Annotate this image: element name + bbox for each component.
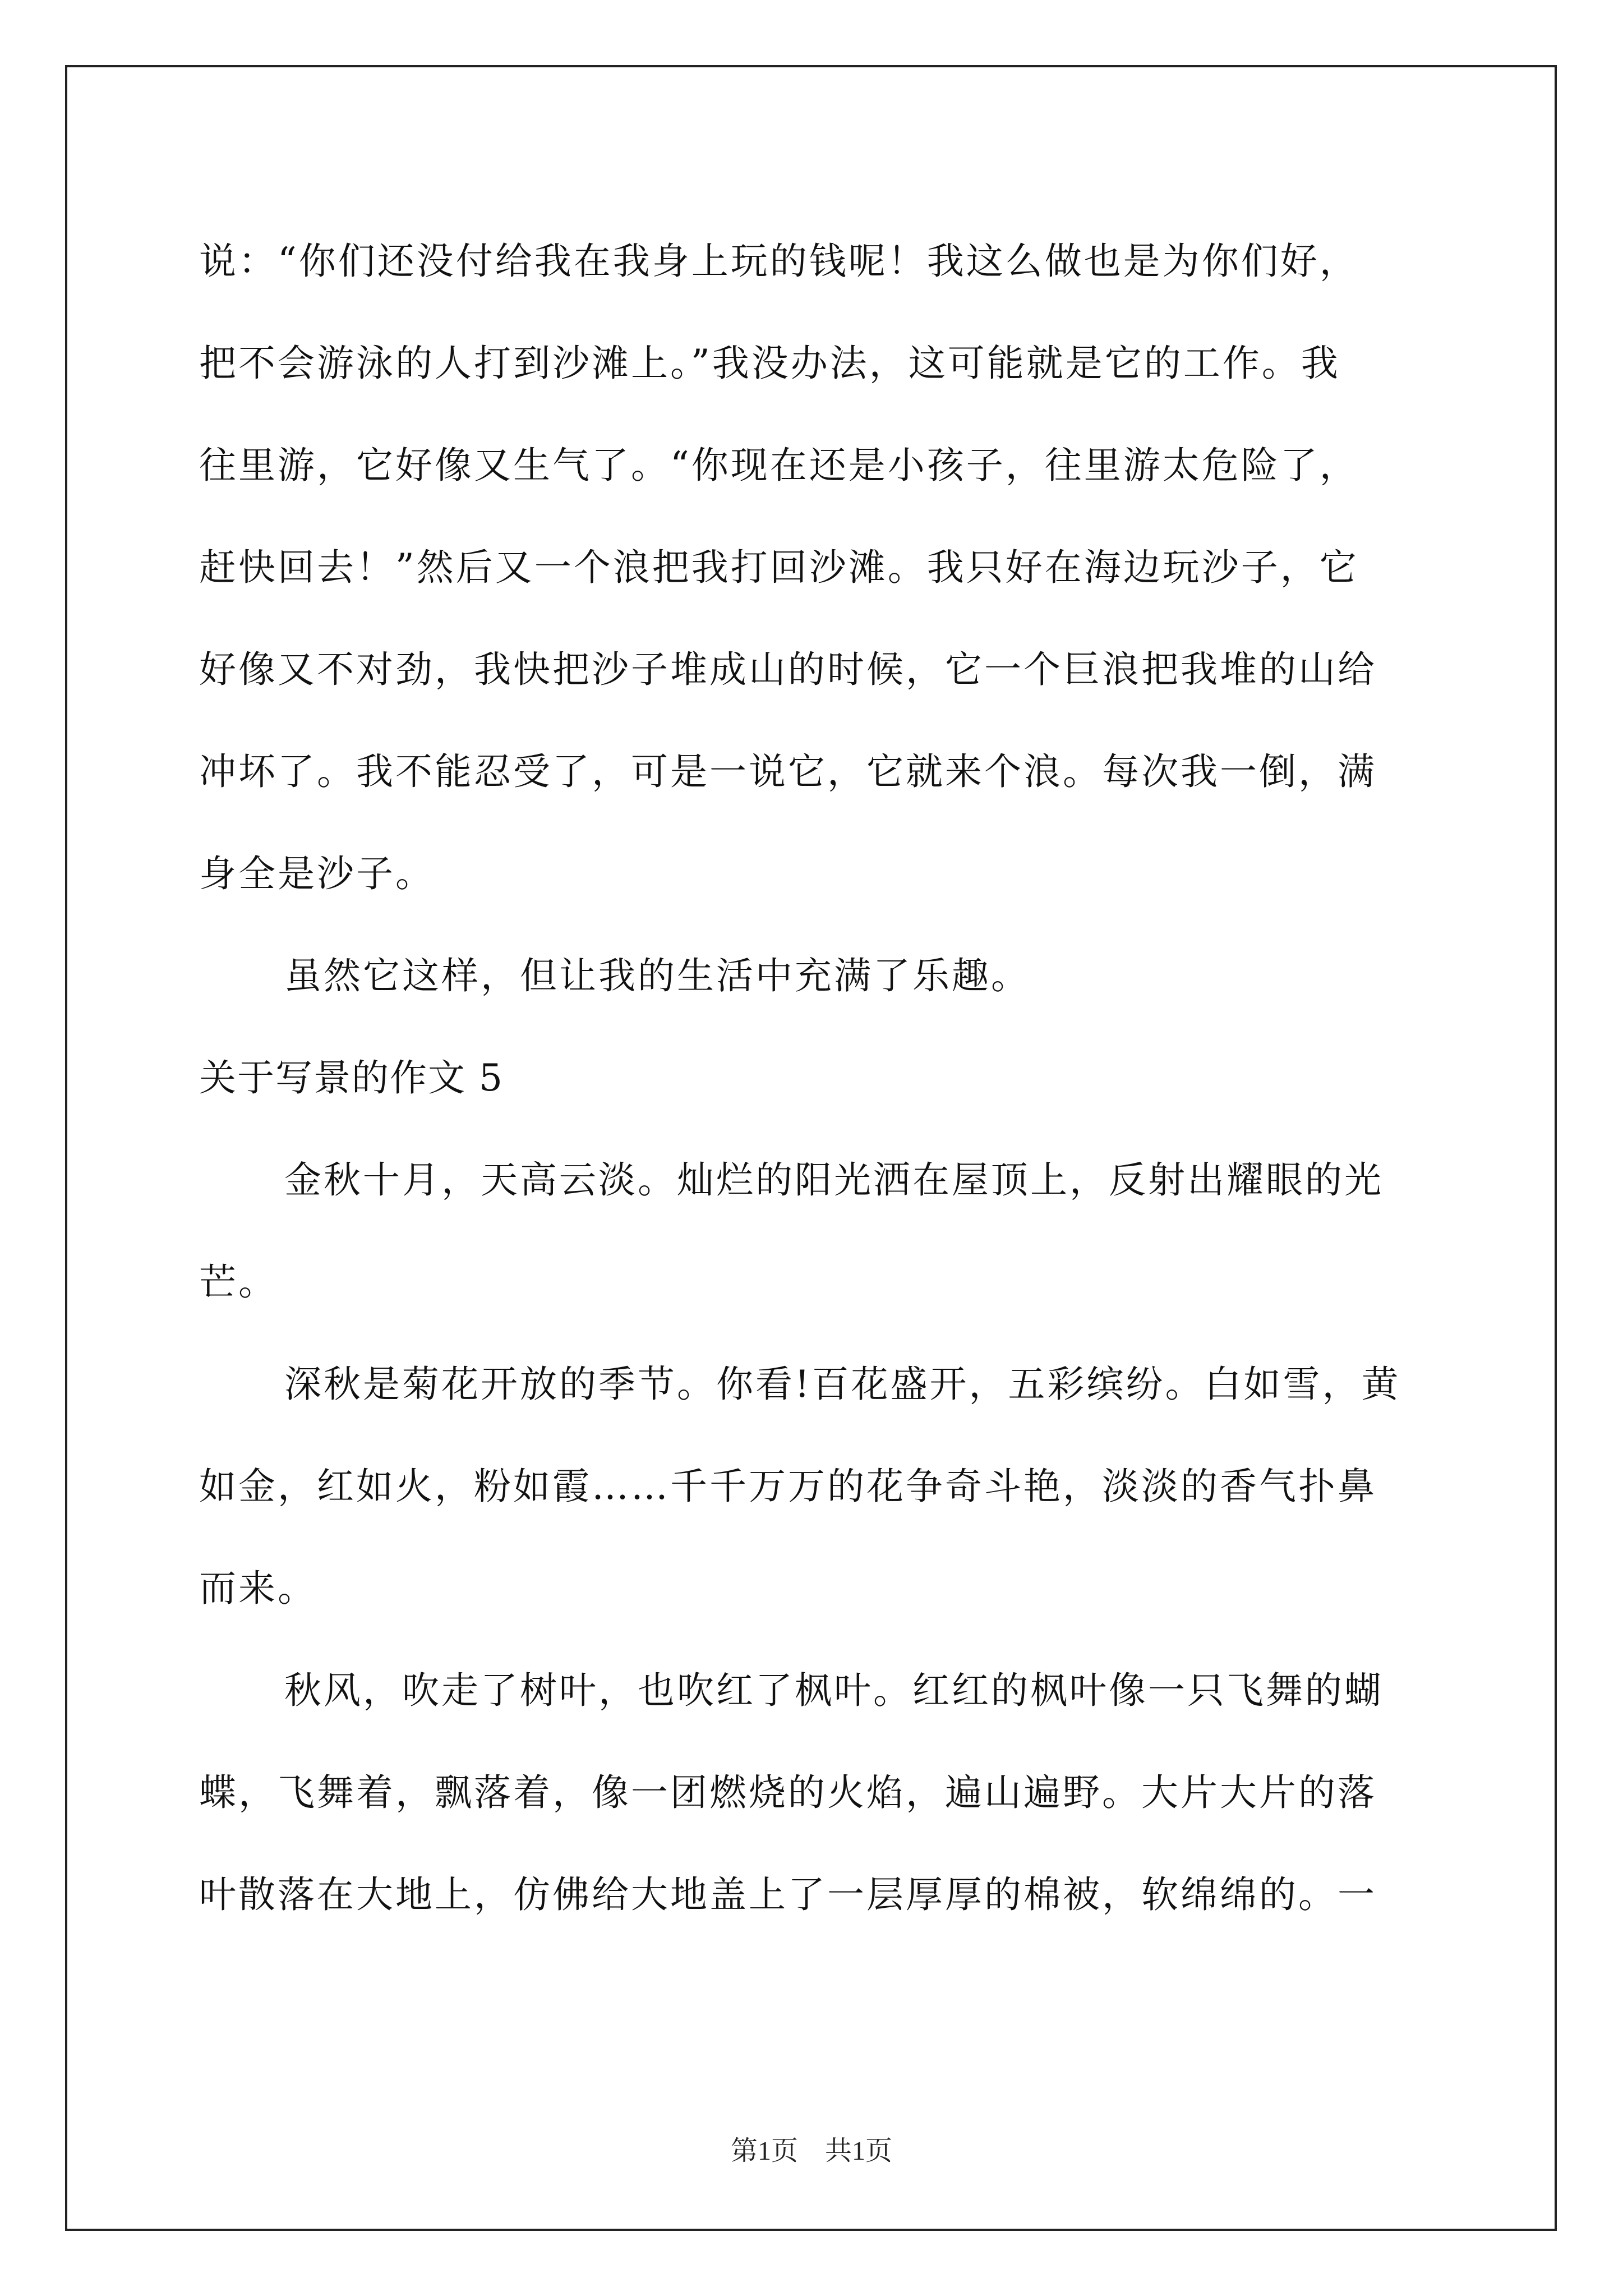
text-line: 往里游，它好像又生气了。“你现在还是小孩子，往里游太危险了，	[199, 444, 1359, 487]
text-line: 冲坏了。我不能忍受了，可是一说它，它就来个浪。每次我一倒，满	[199, 750, 1377, 793]
text-line: 赶快回去！”然后又一个浪把我打回沙滩。我只好在海边玩沙子，它	[199, 546, 1359, 589]
section-heading: 关于写景的作文 5	[199, 1056, 504, 1099]
paragraph-line: 金秋十月，天高云淡。灿烂的阳光洒在屋顶上，反射出耀眼的光	[284, 1158, 1384, 1202]
text-line: 而来。	[199, 1567, 317, 1610]
text-line: 身全是沙子。	[199, 852, 435, 895]
document-body	[199, 210, 1427, 1946]
page-number: 第1页 共1页	[730, 2136, 892, 2166]
paragraph-line: 深秋是菊花开放的季节。你看!百花盛开，五彩缤纷。白如雪，黄	[284, 1363, 1401, 1406]
text-line: 把不会游泳的人打到沙滩上。”我没办法，这可能就是它的工作。我	[199, 342, 1340, 385]
text-line: 好像又不对劲，我快把沙子堆成山的时候，它一个巨浪把我堆的山给	[199, 648, 1377, 691]
paragraph-line: 秋风，吹走了树叶，也吹红了枫叶。红红的枫叶像一只飞舞的蝴	[284, 1669, 1384, 1712]
text-line: 蝶，飞舞着，飘落着，像一团燃烧的火焰，遍山遍野。大片大片的落	[199, 1771, 1377, 1814]
paragraph-line: 虽然它这样，但让我的生活中充满了乐趣。	[284, 954, 1030, 997]
text-line: 叶散落在大地上，仿佛给大地盖上了一层厚厚的棉被，软绵绵的。一	[199, 1873, 1377, 1916]
text-line: 芒。	[199, 1260, 278, 1304]
text-line: 说：“你们还没付给我在我身上玩的钱呢！我这么做也是为你们好，	[199, 240, 1359, 283]
text-line: 如金，红如火，粉如霞……千千万万的花争奇斗艳，淡淡的香气扑鼻	[199, 1465, 1377, 1508]
